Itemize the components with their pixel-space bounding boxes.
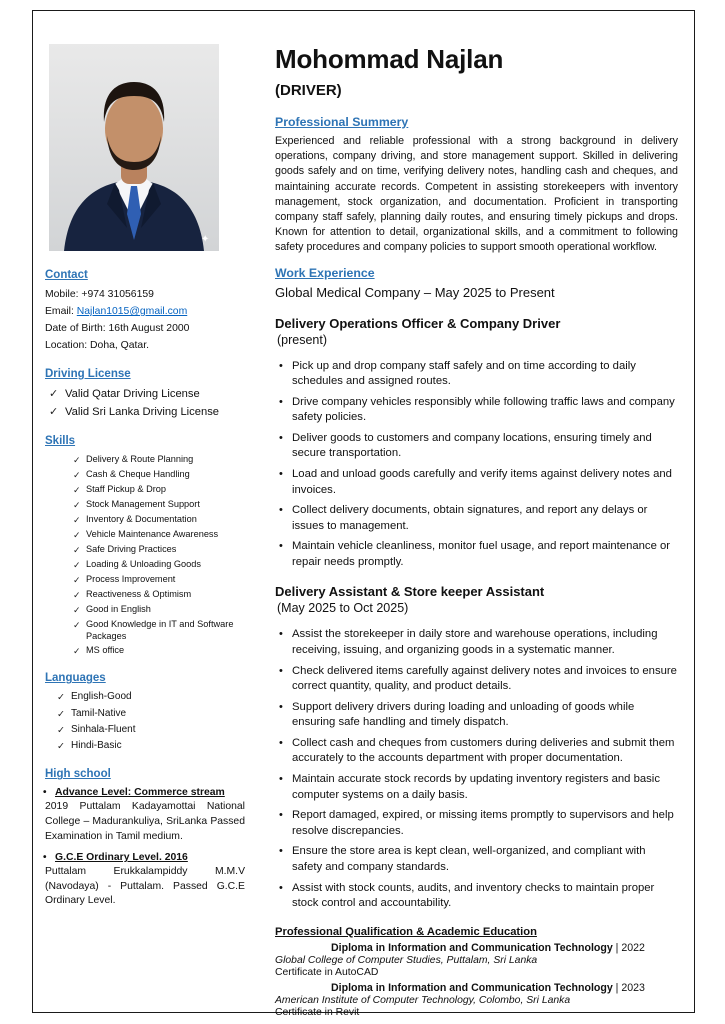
bullet-item	[279, 700, 678, 731]
bullet-icon: •	[279, 845, 283, 858]
languages-heading: Languages	[45, 672, 106, 685]
bullet-item	[279, 627, 678, 658]
bullet-text: Support delivery drivers during loading and unloading of goods while ensuring safe handling and timely dispatch.	[292, 700, 635, 729]
bullet-icon: •	[279, 700, 283, 713]
job-bullet-list	[275, 359, 678, 571]
license-item	[49, 405, 245, 420]
high-school-entry-title: G.C.E Ordinary Level. 2016	[55, 852, 188, 864]
bullet-item	[279, 808, 678, 839]
bullet-icon: •	[279, 504, 283, 517]
bullet-item	[279, 736, 678, 767]
skill-item	[73, 484, 245, 497]
education-entry	[275, 982, 678, 1018]
work-experience-section	[275, 266, 678, 912]
education-certificate: Certificate in AutoCAD	[275, 966, 379, 978]
skill-item	[73, 604, 245, 617]
bullet-item	[279, 772, 678, 803]
license-item-label: Valid Qatar Driving License	[65, 388, 200, 401]
skill-item	[73, 544, 245, 557]
company-line: Global Medical Company – May 2025 to Present	[275, 284, 555, 300]
check-icon: ✓	[73, 605, 81, 616]
bullet-icon: •	[279, 736, 283, 749]
job-period: (May 2025 to Oct 2025)	[277, 601, 409, 616]
contact-section	[43, 269, 245, 353]
driving-license-section	[43, 368, 245, 420]
bullet-item	[279, 395, 678, 426]
bullet-icon: •	[43, 852, 47, 864]
bullet-icon: •	[279, 540, 283, 553]
driving-license-list	[43, 387, 245, 420]
check-icon: ✓	[73, 485, 81, 496]
license-item-label: Valid Sri Lanka Driving License	[65, 406, 220, 419]
bullet-text: Collect delivery documents, obtain signatures, and report any delays or issues to management.	[292, 504, 648, 532]
check-icon: ✓	[73, 560, 81, 571]
language-item-label: Sinhala-Fluent	[71, 723, 136, 735]
bullet-text: Pick up and drop company staff safely and on time according to daily schedules and assigned routes.	[292, 359, 636, 388]
skill-item-label: Good in English	[86, 604, 151, 615]
candidate-role: (DRIVER)	[275, 82, 342, 99]
job-title: Delivery Assistant & Store keeper Assistant	[275, 584, 545, 600]
skill-item-label: Inventory & Documentation	[86, 514, 197, 525]
bullet-item	[279, 503, 678, 534]
high-school-entry-title: Advance Level: Commerce stream	[55, 787, 225, 799]
bullet-text: Maintain accurate stock records by updating inventory registers and basic computer systems on a daily basis.	[292, 773, 660, 801]
main-column	[251, 44, 682, 1018]
education-title-text: Diploma in Information and Communication Technology	[331, 941, 613, 954]
check-icon: ✓	[57, 741, 65, 753]
skills-heading: Skills	[45, 435, 76, 448]
skill-item-label: Delivery & Route Planning	[86, 454, 194, 465]
education-institution: American Institute of Computer Technology, Colombo, Sri Lanka	[275, 994, 571, 1006]
bullet-icon: •	[279, 467, 283, 480]
skill-item-label: Vehicle Maintenance Awareness	[86, 529, 219, 540]
photo-watermark: ✦	[201, 234, 210, 245]
bullet-icon: •	[279, 395, 283, 408]
bullet-text: Collect cash and cheques from customers during deliveries and submit them accurately to the accounts department with proper documentation.	[292, 736, 675, 765]
skill-item-label: Cash & Cheque Handling	[86, 469, 190, 480]
education-section	[275, 926, 678, 1018]
high-school-section	[43, 768, 245, 908]
check-icon: ✓	[49, 406, 59, 419]
check-icon: ✓	[73, 620, 81, 631]
skills-list	[43, 454, 245, 657]
contact-location: Location: Doha, Qatar.	[45, 340, 149, 352]
skill-item-label: Safe Driving Practices	[86, 544, 177, 555]
bullet-text: Deliver goods to customers and company locations, ensuring timely and secure transportation.	[292, 431, 652, 460]
education-year: | 2022	[615, 941, 645, 954]
bullet-icon: •	[279, 359, 283, 372]
work-experience-heading: Work Experience	[275, 265, 375, 280]
check-icon: ✓	[73, 590, 81, 601]
job-period: (present)	[277, 332, 328, 347]
contact-mobile: Mobile: +974 31056159	[45, 289, 154, 300]
contact-email	[45, 305, 245, 319]
page-border	[32, 10, 695, 1018]
high-school-heading: High school	[45, 768, 111, 781]
language-item	[57, 691, 245, 704]
job-bullet-list	[275, 627, 678, 911]
check-icon: ✓	[73, 645, 81, 656]
bullet-text: Assist with stock counts, audits, and inventory checks to maintain proper stock control and accountability.	[292, 881, 655, 910]
skill-item-label: Good Knowledge in IT and Software Packages	[86, 619, 234, 641]
language-item	[57, 740, 245, 753]
bullet-item	[279, 844, 678, 875]
language-item	[57, 708, 245, 721]
language-item-label: Hindi-Basic	[71, 740, 122, 752]
education-title	[331, 982, 678, 994]
job-title: Delivery Operations Officer & Company Driver	[275, 315, 561, 331]
high-school-entry-title-row	[43, 852, 245, 863]
education-year: | 2023	[615, 981, 645, 994]
bullet-icon: •	[279, 431, 283, 444]
sidebar	[43, 44, 251, 1004]
page-layout	[33, 11, 694, 1018]
bullet-text: Maintain vehicle cleanliness, monitor fuel usage, and report maintenance or repair needs promptly.	[292, 540, 671, 568]
skill-item-label: Staff Pickup & Drop	[86, 484, 167, 495]
languages-section	[43, 672, 245, 753]
bullet-item	[279, 359, 678, 390]
check-icon: ✓	[57, 708, 65, 720]
check-icon: ✓	[73, 470, 81, 481]
skill-item	[73, 499, 245, 512]
check-icon: ✓	[73, 455, 81, 466]
summary-text: Experienced and reliable professional with a strong background in delivery operations, company driving, and store management support. Skilled in delivering goods safely and on time, verifying delivery notes, handling cash and cheques, and maintaining accurate records. Competent in assisting storekeepers with inventory management, stock organization, and documentation. Proficient in transporting company staff safely, planning daily routes, and ensuring timely pickups and drops. Known for attention to detail, organizational skills, and a commitment to following safety procedures and company policies to support smooth operational workflow.	[275, 135, 678, 254]
check-icon: ✓	[49, 388, 59, 401]
education-certificate: Certificate in Revit	[275, 1006, 360, 1018]
language-item	[57, 724, 245, 737]
education-title-text: Diploma in Information and Communication Technology	[331, 981, 613, 994]
skill-item	[73, 469, 245, 482]
email-label: Email:	[45, 306, 77, 318]
bullet-icon: •	[279, 881, 283, 894]
check-icon: ✓	[57, 724, 65, 736]
skills-section	[43, 435, 245, 657]
bullet-item	[279, 539, 678, 570]
bullet-icon: •	[43, 787, 47, 799]
bullet-item	[279, 431, 678, 462]
skill-item	[73, 619, 245, 642]
check-icon: ✓	[73, 530, 81, 541]
education-heading: Professional Qualification & Academic Education	[275, 925, 537, 938]
check-icon: ✓	[73, 575, 81, 586]
bullet-icon: •	[279, 773, 283, 786]
bullet-text: Drive company vehicles responsibly while following traffic laws and company safety policies.	[292, 395, 675, 424]
high-school-entry	[43, 787, 245, 844]
contact-dob: Date of Birth: 16th August 2000	[45, 323, 190, 335]
email-link[interactable]: Najlan1015@gmail.com	[76, 306, 188, 318]
check-icon: ✓	[73, 545, 81, 556]
candidate-name: Mohommad Najlan	[275, 44, 504, 74]
high-school-entry-description: 2019 Puttalam Kadayamottai National College – Madurankuliya, SriLanka Passed Examination in Tamil medium.	[45, 801, 245, 842]
profile-photo-image	[49, 44, 219, 251]
job-entry	[275, 584, 678, 911]
skill-item-label: Stock Management Support	[86, 499, 200, 510]
driving-license-heading: Driving License	[45, 368, 131, 381]
high-school-entry	[43, 852, 245, 909]
skill-item	[73, 454, 245, 467]
high-school-entry-title-row	[43, 787, 245, 798]
skill-item	[73, 574, 245, 587]
skill-item	[73, 559, 245, 572]
bullet-text: Report damaged, expired, or missing items promptly to supervisors and help resolve discrepancies.	[292, 809, 674, 837]
bullet-item	[279, 881, 678, 912]
license-item	[49, 387, 245, 402]
bullet-icon: •	[279, 809, 283, 822]
education-title	[331, 942, 678, 954]
check-icon: ✓	[57, 692, 65, 704]
check-icon: ✓	[73, 500, 81, 511]
skill-item-label: Loading & Unloading Goods	[86, 559, 201, 570]
contact-heading: Contact	[45, 269, 88, 281]
education-institution: Global College of Computer Studies, Puttalam, Sri Lanka	[275, 954, 538, 966]
summary-heading: Professional Summery	[275, 115, 409, 129]
profile-photo	[49, 44, 219, 251]
language-item-label: Tamil-Native	[71, 707, 127, 719]
skill-item-label: Reactiveness & Optimism	[86, 589, 192, 600]
high-school-entry-description: Puttalam Erukkalampiddy M.M.V (Navodaya) - Puttalam. Passed G.C.E Ordinary Level.	[45, 866, 245, 907]
bullet-text: Ensure the store area is kept clean, well-organized, and compliant with safety and company standards.	[292, 845, 646, 873]
language-item-label: English-Good	[71, 691, 132, 703]
bullet-text: Load and unload goods carefully and verify items against delivery notes and invoices.	[292, 467, 672, 496]
skill-item	[73, 529, 245, 542]
job-entry	[275, 316, 678, 571]
summary-section	[275, 115, 678, 256]
skill-item	[73, 514, 245, 527]
bullet-icon: •	[279, 628, 283, 641]
skill-item	[73, 589, 245, 602]
bullet-text: Assist the storekeeper in daily store and warehouse operations, including receiving, issuing, and organizing goods in a systematic manner.	[292, 628, 658, 657]
check-icon: ✓	[73, 515, 81, 526]
bullet-item	[279, 467, 678, 498]
skill-item	[73, 645, 245, 658]
bullet-text: Check delivered items carefully against delivery notes and invoices to ensure correct quantity, quality, and product details.	[292, 664, 677, 693]
education-entry	[275, 942, 678, 978]
skill-item-label: Process Improvement	[86, 574, 176, 585]
skill-item-label: MS office	[86, 644, 125, 655]
bullet-icon: •	[279, 664, 283, 677]
languages-list	[43, 691, 245, 753]
bullet-item	[279, 664, 678, 695]
